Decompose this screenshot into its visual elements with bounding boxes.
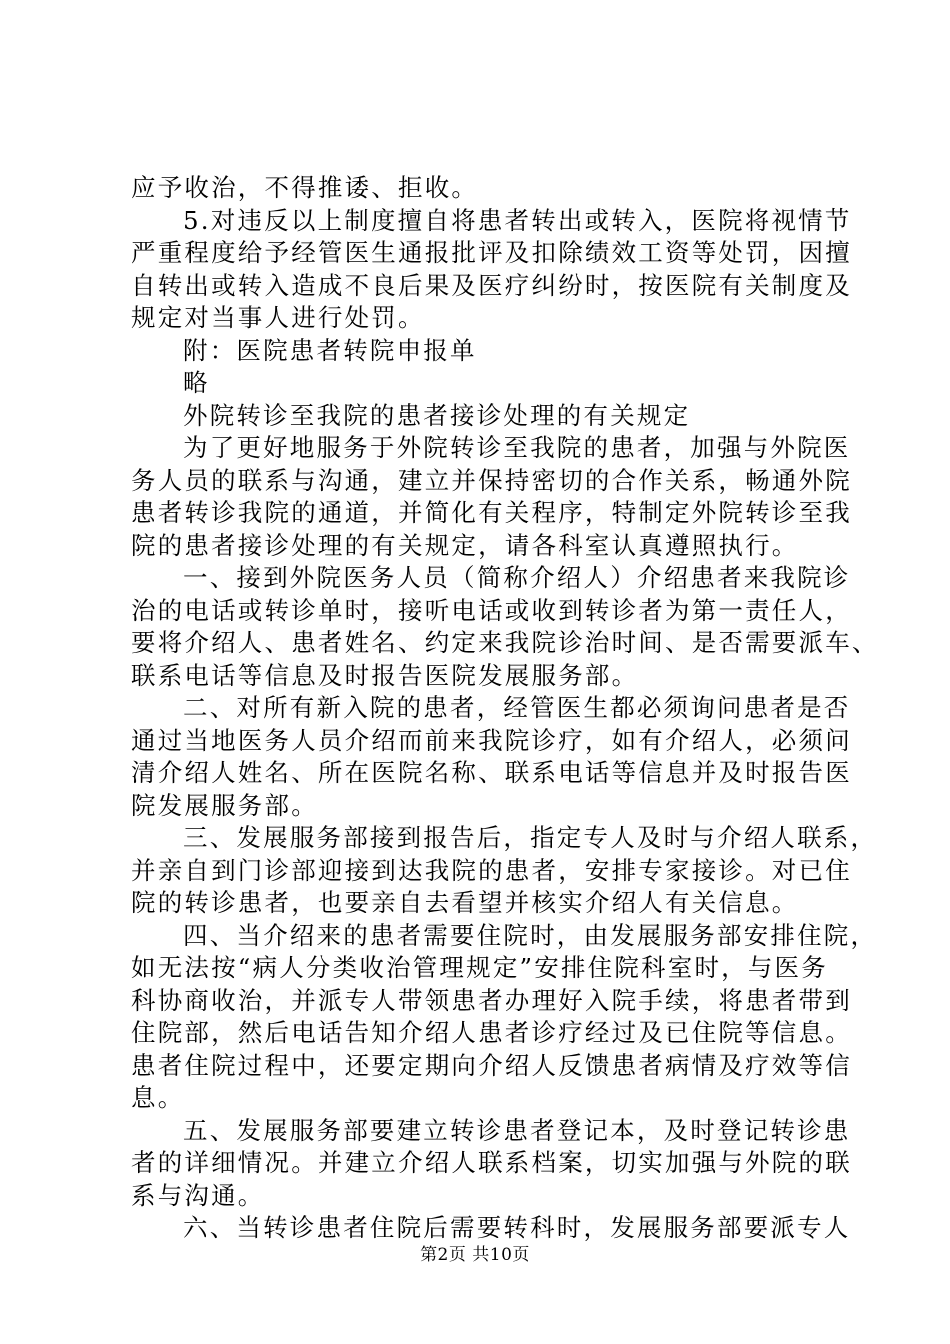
text-line: 四、当介绍来的患者需要住院时，由发展服务部安排住院，: [183, 920, 878, 950]
text-line: 住院部，然后电话告知介绍人患者诊疗经过及已住院等信息。: [131, 1018, 852, 1047]
text-line: 系与沟通。: [131, 1180, 265, 1210]
text-line: 患者转诊我院的通道，并简化有关程序，特制定外院转诊至我: [131, 498, 852, 527]
text-line: 患者住院过程中，还要定期向介绍人反馈患者病情及疗效等信: [131, 1050, 852, 1080]
page-footer: 第2页 共10页: [420, 1245, 530, 1265]
text-line: 5.对违反以上制度擅自将患者转出或转入，医院将视情节: [183, 205, 852, 235]
text-line: 院发展服务部。: [131, 790, 318, 820]
text-line: 六、当转诊患者住院后需要转科时，发展服务部要派专人: [183, 1213, 851, 1242]
text-line: 三、发展服务部接到报告后，指定专人及时与介绍人联系，: [183, 823, 878, 852]
text-block: [131, 172, 879, 1245]
text-line: 为了更好地服务于外院转诊至我院的患者，加强与外院医: [183, 433, 851, 462]
text-line: 清介绍人姓名、所在医院名称、联系电话等信息并及时报告医: [131, 758, 852, 787]
text-line: 外院转诊至我院的患者接诊处理的有关规定: [183, 400, 691, 430]
text-line: 院的转诊患者，也要亲自去看望并核实介绍人有关信息。: [131, 888, 799, 917]
text-line: 应予收治，不得推诿、拒收。: [131, 173, 479, 202]
text-line: 二、对所有新入院的患者，经管医生都必须询问患者是否: [183, 693, 851, 722]
text-line: 务人员的联系与沟通，建立并保持密切的合作关系，畅通外院: [131, 465, 852, 495]
text-line: 严重程度给予经管医生通报批评及扣除绩效工资等处罚，因擅: [131, 238, 852, 267]
text-line: 附：医院患者转院申报单: [183, 335, 477, 365]
document-body: [131, 172, 879, 1245]
text-line: 一、接到外院医务人员（简称介绍人）介绍患者来我院诊: [183, 563, 851, 592]
text-line: 院的患者接诊处理的有关规定，请各科室认真遵照执行。: [131, 530, 799, 560]
text-line: 通过当地医务人员介绍而前来我院诊疗，如有介绍人，必须问: [131, 725, 852, 755]
text-line: 规定对当事人进行处罚。: [131, 303, 425, 332]
text-line: 治的电话或转诊单时，接听电话或收到转诊者为第一责任人，: [131, 595, 852, 625]
text-line: 五、发展服务部要建立转诊患者登记本，及时登记转诊患: [183, 1115, 851, 1145]
text-line: 者的详细情况。并建立介绍人联系档案，切实加强与外院的联: [131, 1148, 852, 1177]
text-line: 略: [183, 368, 210, 397]
text-line: 自转出或转入造成不良后果及医疗纠纷时，按医院有关制度及: [131, 270, 852, 300]
text-line: 并亲自到门诊部迎接到达我院的患者，安排专家接诊。对已住: [131, 855, 852, 885]
text-line: 如无法按“病人分类收治管理规定”安排住院科室时，与医务: [131, 953, 828, 982]
text-line: 科协商收治，并派专人带领患者办理好入院手续，将患者带到: [131, 985, 852, 1015]
text-line: 要将介绍人、患者姓名、约定来我院诊治时间、是否需要派车、: [131, 628, 879, 657]
text-line: 联系电话等信息及时报告医院发展服务部。: [131, 660, 639, 690]
text-line: 息。: [131, 1083, 185, 1112]
